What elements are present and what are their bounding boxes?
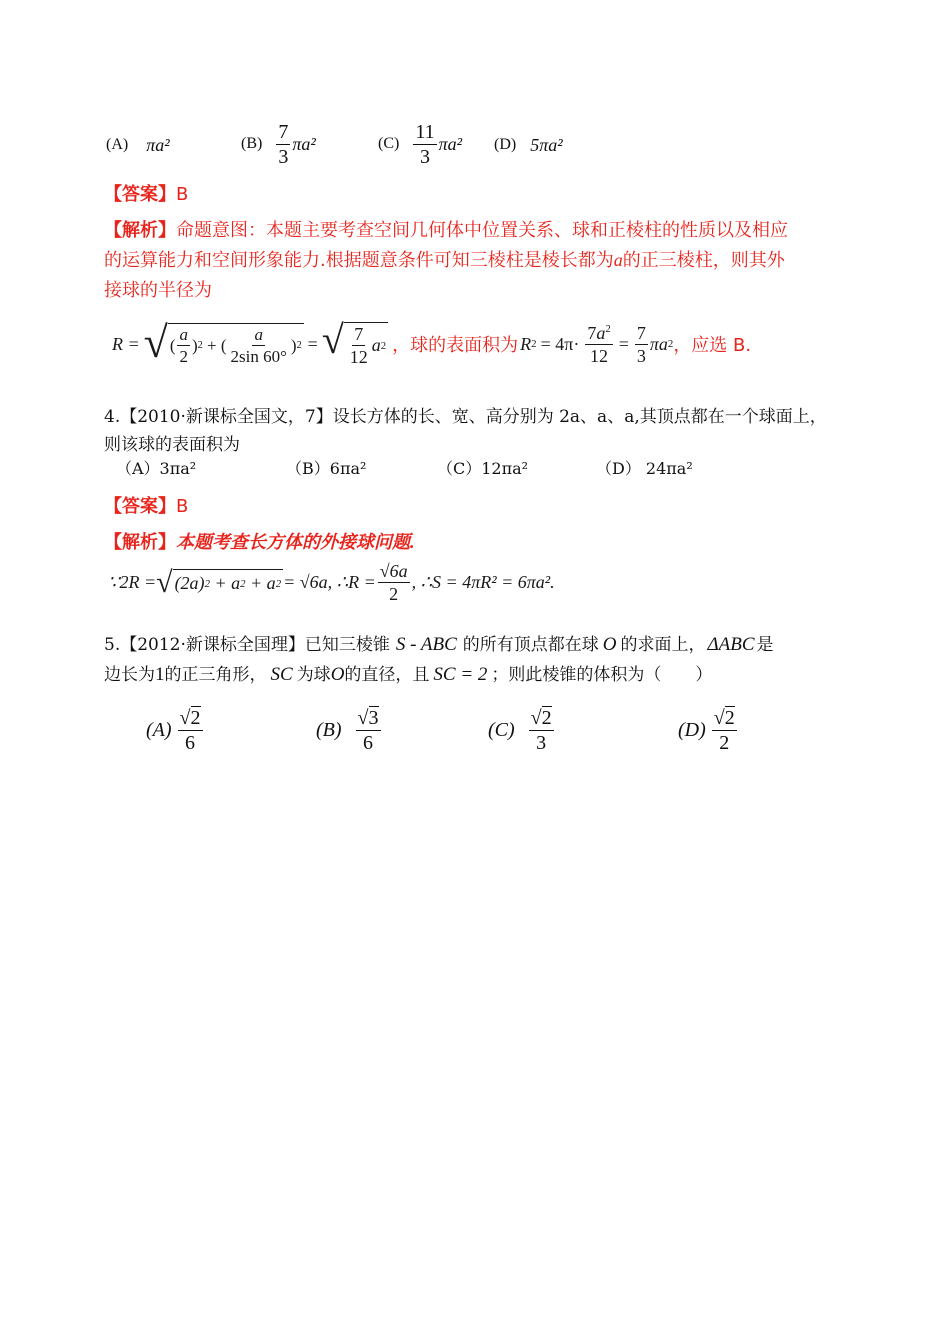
q5-option-c-denominator: 3 [536, 731, 547, 754]
q5-text1a: 5.【2012·新课标全国理】已知三棱锥 [104, 635, 390, 655]
q3-answer-tag: 【答案】 [104, 184, 176, 205]
q5-var-triangle: ΔABC [707, 634, 755, 655]
q4-formula: ∵2R = √ (2a) 2 + a 2 + a 2 = √6a, ∴R = $\frac{√6a}{2}$ , ∴S = 4πR² = 6πa². [108, 560, 555, 604]
q5-option-d-denominator: 2 [719, 731, 730, 754]
q5-var-sc2: SC = 2 [433, 664, 488, 685]
q5-text2e: ；则此棱锥的体积为（ ） [491, 665, 713, 685]
q3-option-c-tail: πa² [438, 133, 463, 154]
q5-text2d: 的直径，且 [344, 665, 430, 685]
q4-stem-line2: 则该球的表面积为 [104, 435, 240, 455]
q5-option-a-denominator: 6 [185, 731, 196, 754]
q4-option-a: （A）3πa² [116, 459, 197, 478]
q3-analysis-line3 [104, 276, 212, 302]
q4-answer-tag: 【答案】 [104, 496, 176, 517]
q3-analysis-text3: 接球的半径为 [104, 280, 212, 301]
q5-option-b-radicand: 3 [368, 706, 379, 729]
q3-formula-surface-label: ，球的表面积为 [392, 335, 519, 356]
q4-option-d: （D） 24πa² [596, 459, 693, 478]
q5-text1c: 的求面上， [620, 635, 706, 655]
q5-option-d-label: (D) [678, 718, 706, 741]
q5-option-a-radicand: 2 [190, 706, 201, 729]
q3-option-c-fraction [413, 122, 436, 167]
q5-var-sc1: SC [270, 664, 293, 685]
q3-option-a-label: (A) [106, 136, 129, 153]
q3-answer-value: B [176, 184, 189, 205]
q4-option-c: （C）12πa² [437, 459, 529, 478]
q3-formula-r: R = [112, 333, 140, 354]
q4-formula-sqrt: √ (2a) 2 + a 2 + a 2 [156, 565, 282, 599]
q5-option-c-fraction: $\frac{√2}{3}$ [530, 706, 552, 754]
q5-text1d: 是 [756, 635, 774, 655]
q3-analysis-tag: 【解析】 [104, 220, 176, 241]
q3-analysis-line2 [104, 246, 785, 272]
q5-var-o1: O [602, 634, 617, 655]
q5-option-c-radicand: 2 [541, 706, 552, 729]
q5-text2b: 的正三角形， [164, 665, 267, 685]
q5-option-a-fraction: $\frac{√2}{6}$ [179, 706, 201, 754]
q5-option-d-radicand: 2 [724, 706, 735, 729]
q5-option-b-denominator: 6 [363, 731, 374, 754]
q3-analysis-text1: 命题意图：本题主要考查空间几何体中位置关系、球和正棱柱的性质以及相应 [176, 220, 788, 241]
q5-text2c: 为球 [296, 665, 331, 685]
q3-formula-sqrt2: √ $\frac{7}{12}$ a 2 [321, 317, 387, 367]
q5-option-a-label: (A) [146, 718, 172, 741]
q4-formula-part-a: ∵2R = [108, 571, 157, 592]
q3-option-c-denominator: 3 [419, 145, 430, 168]
q4-formula-part-b: = √6a, ∴R = [283, 571, 376, 592]
q4-stem-line1: 4.【2010·新课标全国文，7】设长方体的长、宽、高分别为 2a、a、a,其顶点都在一个球面上， [104, 407, 827, 427]
q5-stem-line1 [104, 630, 774, 656]
q3-option-c-label: (C) [378, 135, 400, 152]
q3-option-b-denominator: 3 [278, 145, 289, 168]
q4-formula-part-c: , ∴S = 4πR² = 6πa². [411, 571, 555, 592]
q5-stem-line2 [104, 660, 712, 686]
q3-answer [104, 180, 188, 206]
q4-analysis [104, 528, 415, 554]
q4-analysis-tag: 【解析】 [104, 532, 176, 553]
q3-option-b-label: (B) [241, 135, 263, 152]
q5-var-sabc: S - ABC [395, 634, 457, 655]
q5-var-o2: O [330, 664, 345, 685]
q3-radius-formula: R = √ ( $\frac{a}{2}$ ) 2 + ( $\frac{a}{2\sin 60^\circ}$ ) 2 = √ $\frac{7}{12}$ a 2 ，球的表面积为 R 2 = 4π· $\frac{7a^2}{12}$ = $\frac{7}{3}$ πa 2 ，应选 B. [112, 317, 752, 367]
q3-option-a-expr: πa² [146, 134, 170, 155]
q3-option-d-label: (D) [494, 136, 517, 153]
q5-text1b: 的所有顶点都在球 [462, 635, 599, 655]
q3-option-c [378, 114, 462, 174]
q5-var-one: 1 [155, 664, 165, 685]
q4-option-b: （B）6πa² [286, 459, 367, 478]
q3-option-d [494, 120, 563, 170]
q5-option-c-label: (C) [488, 718, 515, 741]
q3-option-b-fraction [276, 122, 290, 167]
q5-option-b-label: (B) [316, 718, 342, 741]
q5-option-a [146, 700, 205, 760]
q5-option-c [488, 700, 556, 760]
q5-option-b [316, 700, 383, 760]
q3-analysis-var-a: a [613, 250, 623, 270]
q4-answer [104, 492, 188, 518]
q3-option-c-numerator: 11 [415, 120, 435, 143]
q4-analysis-text: 本题考查长方体的外接球问题. [176, 532, 415, 552]
q3-analysis-line1 [104, 216, 788, 242]
q3-option-d-expr: 5πa² [530, 134, 563, 155]
q3-formula-sqrt1: √ ( $\frac{a}{2}$ ) 2 + ( $\frac{a}{2\sin 60^\circ}$ ) 2 [143, 318, 302, 367]
q3-analysis-text2a: 的运算能力和空间形象能力.根据题意条件可知三棱柱是棱长都为 [104, 250, 614, 271]
q4-answer-value: B [176, 496, 189, 517]
q3-formula-end: ，应选 B. [673, 335, 752, 356]
q3-option-b-numerator: 7 [278, 120, 289, 143]
q3-options [106, 120, 170, 170]
q5-option-d-fraction: $\frac{√2}{2}$ [713, 706, 735, 754]
q5-option-d [678, 700, 739, 760]
q3-option-b-tail: πa² [292, 133, 316, 154]
q3-option-b [241, 114, 316, 174]
q3-analysis-text2b: 的正三棱柱，则其外 [622, 250, 785, 271]
q5-option-b-fraction: $\frac{√3}{6}$ [357, 706, 379, 754]
q5-text2a: 边长为 [104, 665, 155, 685]
